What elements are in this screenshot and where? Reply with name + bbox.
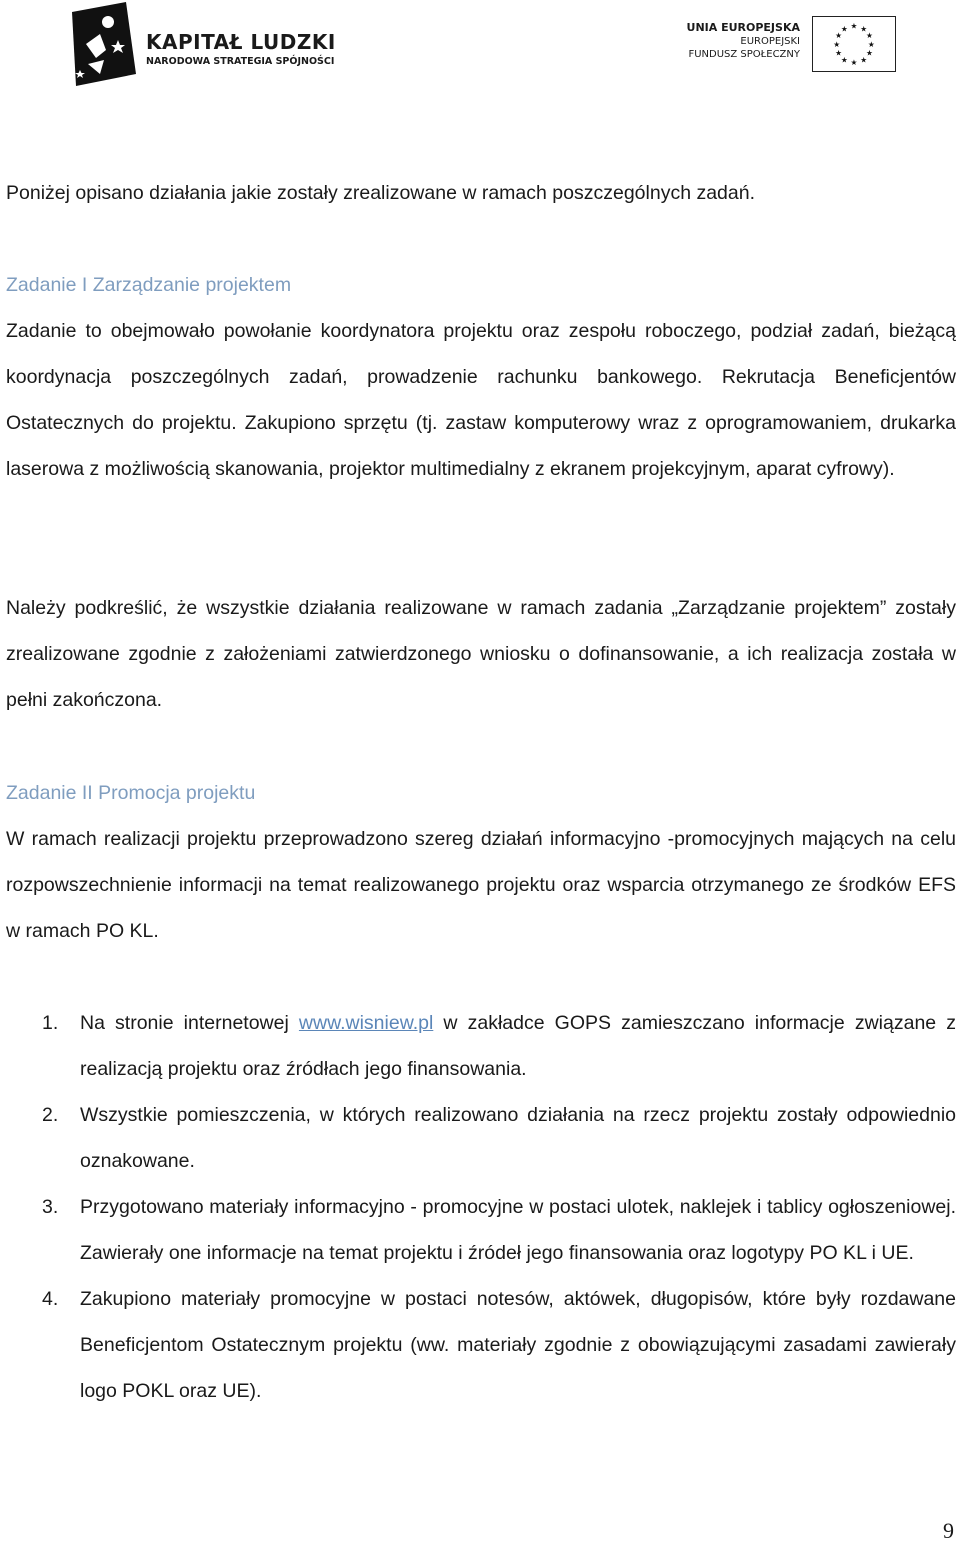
svg-text:★: ★ [860,24,868,34]
list-item-text-before: Na stronie internetowej [80,1012,299,1034]
svg-text:★: ★ [835,48,843,58]
svg-text:★: ★ [860,55,868,65]
svg-text:★: ★ [865,31,873,41]
list-item-number: 3. [42,1196,59,1218]
eu-logo [664,12,896,74]
svg-text:★: ★ [833,39,841,49]
promotion-list [6,1000,956,1414]
eu-logo-line2: EUROPEJSKI [740,36,800,47]
list-item-number: 4. [42,1288,59,1310]
kapital-ludzki-emblem-icon [66,0,138,90]
eu-logo-line3: FUNDUSZ SPOŁECZNY [688,49,800,60]
section2-paragraph: W ramach realizacji projektu przeprowadzono szereg działań informacyjno -promocyjnych mających na celu rozpowszechnienie informacji na temat realizowanego projektu oraz wsparcia otrzymanego ze środków EFS w ramach PO KL. [6,828,956,942]
eu-logo-text [687,20,800,61]
website-link[interactable]: www.wisniew.pl [298,1012,434,1034]
svg-text:★: ★ [850,21,858,31]
list-item-number: 2. [42,1104,59,1126]
section2-heading: Zadanie II Promocja projektu [6,782,256,804]
list-item-number: 1. [42,1012,59,1034]
list-item [6,1092,956,1184]
kapital-ludzki-subtitle: NARODOWA STRATEGIA SPÓJNOŚCI [146,56,335,67]
svg-text:★: ★ [840,24,848,34]
list-item-text-after: w zakładce GOPS zamieszczano informacje związane z realizacją projektu oraz źródłach jego finansowania. [80,1012,956,1080]
svg-text:★: ★ [867,39,875,49]
svg-text:★: ★ [865,48,873,58]
eu-flag-icon [812,16,896,72]
list-item [6,1000,956,1092]
list-item-text: Przygotowano materiały informacyjno - promocyjne w postaci ulotek, naklejek i tablicy ogłoszeniowej. Zawierały one informacje na temat projektu i źródeł jego finansowania oraz logotypy PO KL i UE. [80,1196,956,1264]
list-item-text: Zakupiono materiały promocyjne w postaci notesów, aktówek, długopisów, które były rozdawane Beneficjentom Ostatecznym projektu (ww. materiały zgodnie z obowiązującymi zasadami zawierały logo POKL oraz UE). [80,1288,956,1402]
list-item [6,1184,956,1276]
list-item-text: Wszystkie pomieszczenia, w których realizowano działania na rzecz projektu zostały odpowiednio oznakowane. [80,1104,956,1172]
svg-text:★: ★ [840,55,848,65]
list-item [6,1276,956,1414]
section1-paragraph1: Zadanie to obejmowało powołanie koordynatora projektu oraz zespołu roboczego, podział zadań, bieżącą koordynacja poszczególnych zadań, prowadzenie rachunku bankowego. Rekrutacja Beneficjentów Ostatecznych do projektu. Zakupiono sprzętu (tj. zastaw komputerowy wraz z oprogramowaniem, drukarka laserowa z możliwością skanowania, projektor multimedialny z ekranem projekcyjnym, aparat cyfrowy). [6,320,956,480]
svg-text:★: ★ [850,58,858,68]
eu-logo-line1: UNIA EUROPEJSKA [686,21,800,34]
kapital-ludzki-logo [66,0,356,92]
page-number: 9 [943,1518,954,1543]
section1-heading: Zadanie I Zarządzanie projektem [6,274,292,296]
svg-text:★: ★ [835,31,843,41]
intro-text: Poniżej opisano działania jakie zostały zrealizowane w ramach poszczególnych zadań. [6,182,755,204]
section1-paragraph2: Należy podkreślić, że wszystkie działania realizowane w ramach zadania „Zarządzanie projektem” zostały zrealizowane zgodnie z założeniami zatwierdzonego wniosku o dofinansowanie, a ich realizacja została w pełni zakończona. [6,597,956,711]
kapital-ludzki-title: KAPITAŁ LUDZKI [146,30,336,54]
